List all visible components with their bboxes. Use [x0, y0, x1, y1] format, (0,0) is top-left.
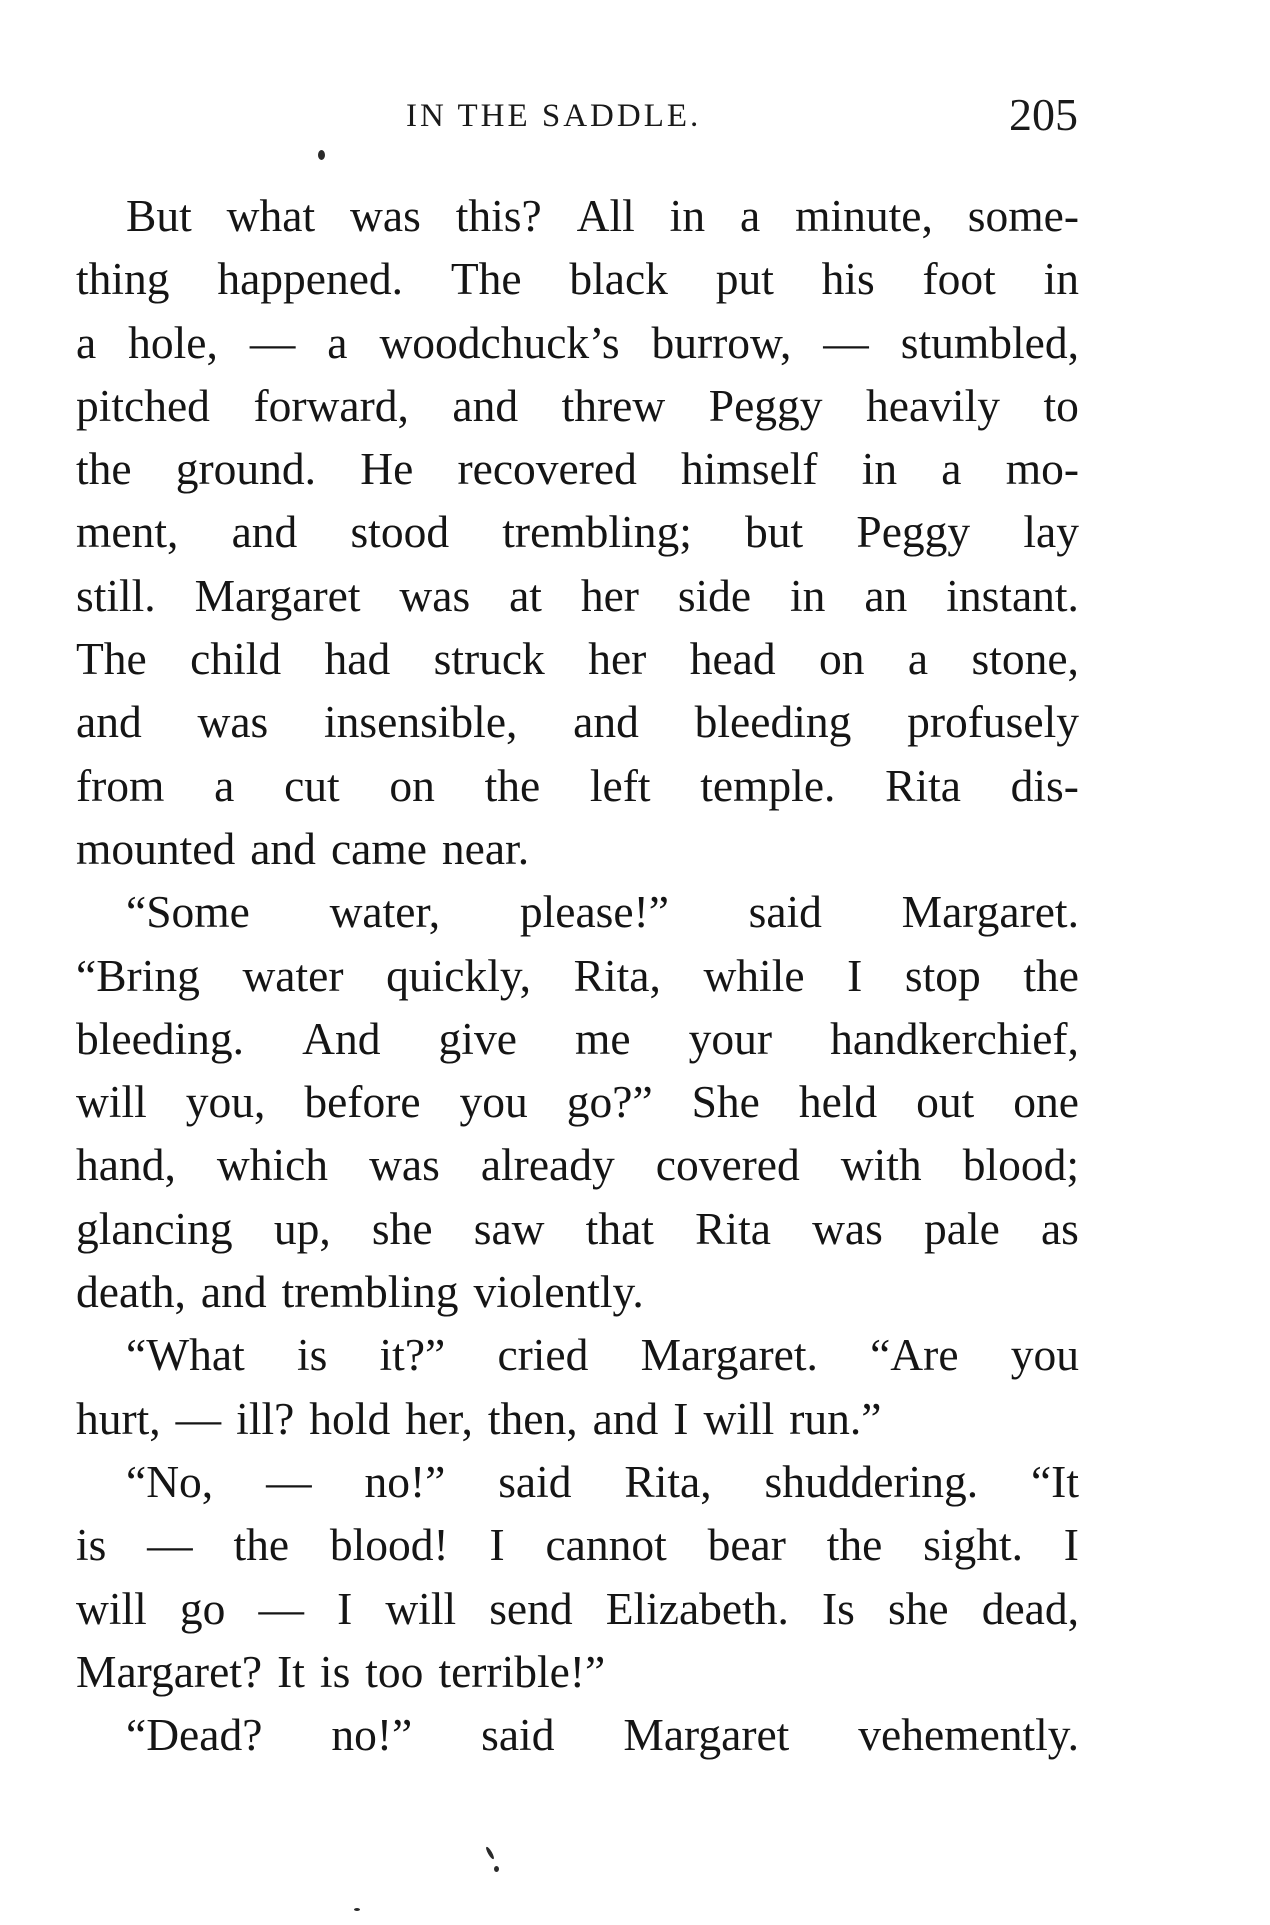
word: Is [822, 1582, 855, 1634]
word: dead, [981, 1582, 1079, 1634]
word: hand, [76, 1139, 176, 1191]
word: and [231, 506, 298, 558]
word: the [826, 1519, 883, 1571]
word: run.” [789, 1392, 882, 1444]
word: she [371, 1202, 433, 1254]
word: “No, [126, 1455, 214, 1507]
word: stood [350, 506, 450, 558]
word: will [76, 1582, 147, 1634]
word: but [745, 506, 804, 558]
word: then, [487, 1392, 578, 1444]
word: mounted [76, 822, 236, 874]
word: will [76, 1076, 147, 1128]
word: already [480, 1139, 615, 1191]
word: saw [473, 1202, 545, 1254]
word: while [703, 949, 805, 1001]
word: from [76, 759, 165, 811]
word: you, [185, 1076, 266, 1128]
word: go [179, 1582, 226, 1634]
word: is [76, 1519, 107, 1571]
word: head [689, 633, 776, 685]
word: had [324, 633, 391, 685]
text-line [76, 1197, 1079, 1260]
word: said [748, 886, 822, 938]
word: glancing [76, 1202, 233, 1254]
word: dis- [1010, 759, 1079, 811]
word: an [864, 569, 908, 621]
word: mo- [1005, 443, 1079, 495]
word: was [350, 190, 421, 241]
word: said [481, 1709, 555, 1761]
word: “It [1030, 1455, 1079, 1507]
word: was [812, 1202, 883, 1254]
word: said [498, 1455, 572, 1507]
word: pale [924, 1202, 1000, 1254]
word: in [669, 190, 706, 241]
word: violently. [473, 1266, 644, 1318]
word: in [861, 443, 898, 495]
word: one [1013, 1076, 1079, 1128]
word: forward, [253, 379, 409, 431]
word: thing [76, 253, 170, 305]
word: to [1043, 379, 1079, 431]
word: sight. [923, 1519, 1023, 1571]
word: is [319, 1645, 351, 1697]
word: is [296, 1329, 328, 1381]
word: out [916, 1076, 975, 1128]
word: quickly, [386, 949, 532, 1001]
word: water, [329, 886, 441, 938]
word: The [76, 633, 147, 685]
text-line [76, 1007, 1079, 1070]
word: handkerchief, [830, 1012, 1079, 1064]
word: on [389, 759, 435, 811]
word: you [1010, 1329, 1079, 1381]
word: lay [1023, 506, 1079, 558]
word: He [360, 443, 414, 495]
word: Elizabeth. [605, 1582, 789, 1634]
text-line [76, 754, 1079, 817]
word: was [399, 569, 471, 621]
word: Rita [695, 1202, 771, 1254]
text-line [76, 500, 1079, 563]
word: woodchuck’s [379, 316, 620, 368]
word: will [385, 1582, 457, 1634]
word: it?” [379, 1329, 446, 1381]
word: a [76, 316, 97, 368]
word: Margaret. [901, 886, 1079, 938]
word: trembling [281, 1266, 459, 1318]
word: — [249, 316, 296, 368]
word: And [302, 1012, 381, 1064]
word: bear [707, 1519, 786, 1571]
word: himself [681, 443, 818, 495]
word: ment, [76, 506, 179, 558]
ink-speck [485, 1846, 495, 1860]
word: water [242, 949, 344, 1001]
word: put [715, 253, 774, 305]
word: Margaret [623, 1709, 790, 1761]
word: before [304, 1076, 421, 1128]
word: in [790, 569, 826, 621]
word: ill? [236, 1392, 295, 1444]
word: me [574, 1012, 631, 1064]
word: She [691, 1076, 760, 1128]
word: no!” [331, 1709, 413, 1761]
word: happened. [217, 253, 404, 305]
word: that [585, 1202, 654, 1254]
text-line [76, 184, 1079, 247]
word: the [484, 759, 541, 811]
text-line [76, 374, 1079, 437]
word: still. [76, 569, 156, 621]
word: as [1040, 1202, 1079, 1254]
text-line [76, 437, 1079, 500]
word: hurt, [76, 1392, 161, 1444]
word: Margaret? [76, 1645, 263, 1697]
word: I [847, 949, 863, 1001]
word: “Are [870, 1329, 959, 1381]
word: “Some [126, 886, 250, 938]
word: insensible, [324, 696, 518, 748]
word: All [576, 190, 635, 241]
word: left [589, 759, 651, 811]
word: the [1023, 949, 1079, 1001]
word: no!” [364, 1455, 446, 1507]
word: Rita, [573, 949, 661, 1001]
word: which [216, 1139, 329, 1191]
word: terrible!” [438, 1645, 606, 1697]
running-head: IN THE SADDLE. [406, 98, 702, 134]
word: was [369, 1139, 440, 1191]
word: what [226, 190, 316, 241]
word: bleeding [694, 696, 852, 748]
word: — [175, 1392, 222, 1444]
text-line [76, 1387, 1079, 1450]
word: death, [76, 1266, 186, 1318]
word: But [126, 190, 192, 241]
word: vehemently. [858, 1709, 1079, 1761]
word: blood; [962, 1139, 1079, 1191]
word: trembling; [502, 506, 692, 558]
word: a [327, 316, 348, 368]
text-line [76, 627, 1079, 690]
word: I [1063, 1519, 1079, 1571]
text-line [76, 1260, 1079, 1323]
word: “What [126, 1329, 245, 1381]
word: and [592, 1392, 659, 1444]
page-number: 205 [1009, 89, 1078, 140]
word: a [941, 443, 962, 495]
ink-speck [494, 1866, 499, 1872]
word: cannot [545, 1519, 667, 1571]
word: It [277, 1645, 305, 1697]
word: a [907, 633, 929, 685]
word: and [452, 379, 519, 431]
word: I [337, 1582, 353, 1634]
word: some- [967, 190, 1079, 241]
text-line [76, 1577, 1079, 1640]
page-header [0, 88, 1270, 148]
word: you [459, 1076, 528, 1128]
text-line [76, 564, 1079, 627]
word: the [233, 1519, 290, 1571]
word: The [450, 253, 522, 305]
word: cut [284, 759, 340, 811]
word: ground. [175, 443, 317, 495]
text-line [76, 690, 1079, 753]
text-line [76, 311, 1079, 374]
text-line [76, 880, 1079, 943]
word: I [673, 1392, 689, 1444]
word: burrow, [651, 316, 792, 368]
ink-speck [318, 150, 325, 160]
text-line [76, 247, 1079, 310]
word: — [266, 1455, 312, 1507]
word: pitched [76, 379, 210, 431]
word: “Dead? [126, 1709, 263, 1761]
word: black [569, 253, 668, 305]
word: instant. [946, 569, 1079, 621]
word: Margaret [194, 569, 361, 621]
word: the [76, 443, 132, 495]
word: recovered [457, 443, 637, 495]
word: Rita, [624, 1455, 712, 1507]
word: Peggy [708, 379, 823, 431]
word: and [76, 696, 142, 748]
text-line [76, 1703, 1079, 1766]
word: stone, [971, 633, 1079, 685]
word: struck [433, 633, 545, 685]
word: too [365, 1645, 424, 1697]
word: a [740, 190, 761, 241]
word: with [840, 1139, 922, 1191]
word: this? [455, 190, 542, 241]
word: send [489, 1582, 573, 1634]
word: and [573, 696, 639, 748]
word: child [190, 633, 282, 685]
text-line [76, 1450, 1079, 1513]
word: hold [309, 1392, 391, 1444]
word: stop [904, 949, 981, 1001]
word: “Bring [76, 949, 200, 1001]
text-line [76, 1070, 1079, 1133]
word: side [677, 569, 752, 621]
word: bleeding. [76, 1012, 245, 1064]
word: minute, [795, 190, 933, 241]
word: her, [405, 1392, 473, 1444]
word: was [197, 696, 269, 748]
ink-speck [354, 1908, 360, 1911]
word: Peggy [856, 506, 971, 558]
word: your [688, 1012, 773, 1064]
word: temple. [700, 759, 836, 811]
word: stumbled, [900, 316, 1079, 368]
word: will [703, 1392, 775, 1444]
text-line [76, 1133, 1079, 1196]
word: — [823, 316, 869, 368]
word: a [214, 759, 235, 811]
word: up, [273, 1202, 331, 1254]
word: shuddering. [764, 1455, 979, 1507]
word: held [798, 1076, 878, 1128]
word: I [489, 1519, 505, 1571]
word: on [818, 633, 865, 685]
word: and [250, 822, 316, 874]
body-text [76, 184, 1079, 1766]
text-line [76, 1323, 1079, 1386]
word: please!” [519, 886, 669, 938]
word: her [588, 633, 647, 685]
word: — [258, 1582, 304, 1634]
word: covered [655, 1139, 800, 1191]
word: go?” [566, 1076, 653, 1128]
word: blood! [329, 1519, 449, 1571]
word: heavily [866, 379, 1000, 431]
word: give [438, 1012, 517, 1064]
word: and [200, 1266, 267, 1318]
word: Rita [885, 759, 961, 811]
word: she [887, 1582, 949, 1634]
word: near. [441, 822, 530, 874]
word: threw [561, 379, 666, 431]
word: profusely [907, 696, 1079, 748]
text-line [76, 944, 1079, 1007]
text-line [76, 817, 1079, 880]
text-line [76, 1513, 1079, 1576]
word: came [330, 822, 427, 874]
word: — [147, 1519, 193, 1571]
word: hole, [128, 316, 218, 368]
word: Margaret. [640, 1329, 818, 1381]
word: her [580, 569, 639, 621]
word: cried [497, 1329, 589, 1381]
word: his [821, 253, 875, 305]
word: in [1043, 253, 1079, 305]
text-line [76, 1640, 1079, 1703]
word: foot [922, 253, 996, 305]
word: at [509, 569, 542, 621]
